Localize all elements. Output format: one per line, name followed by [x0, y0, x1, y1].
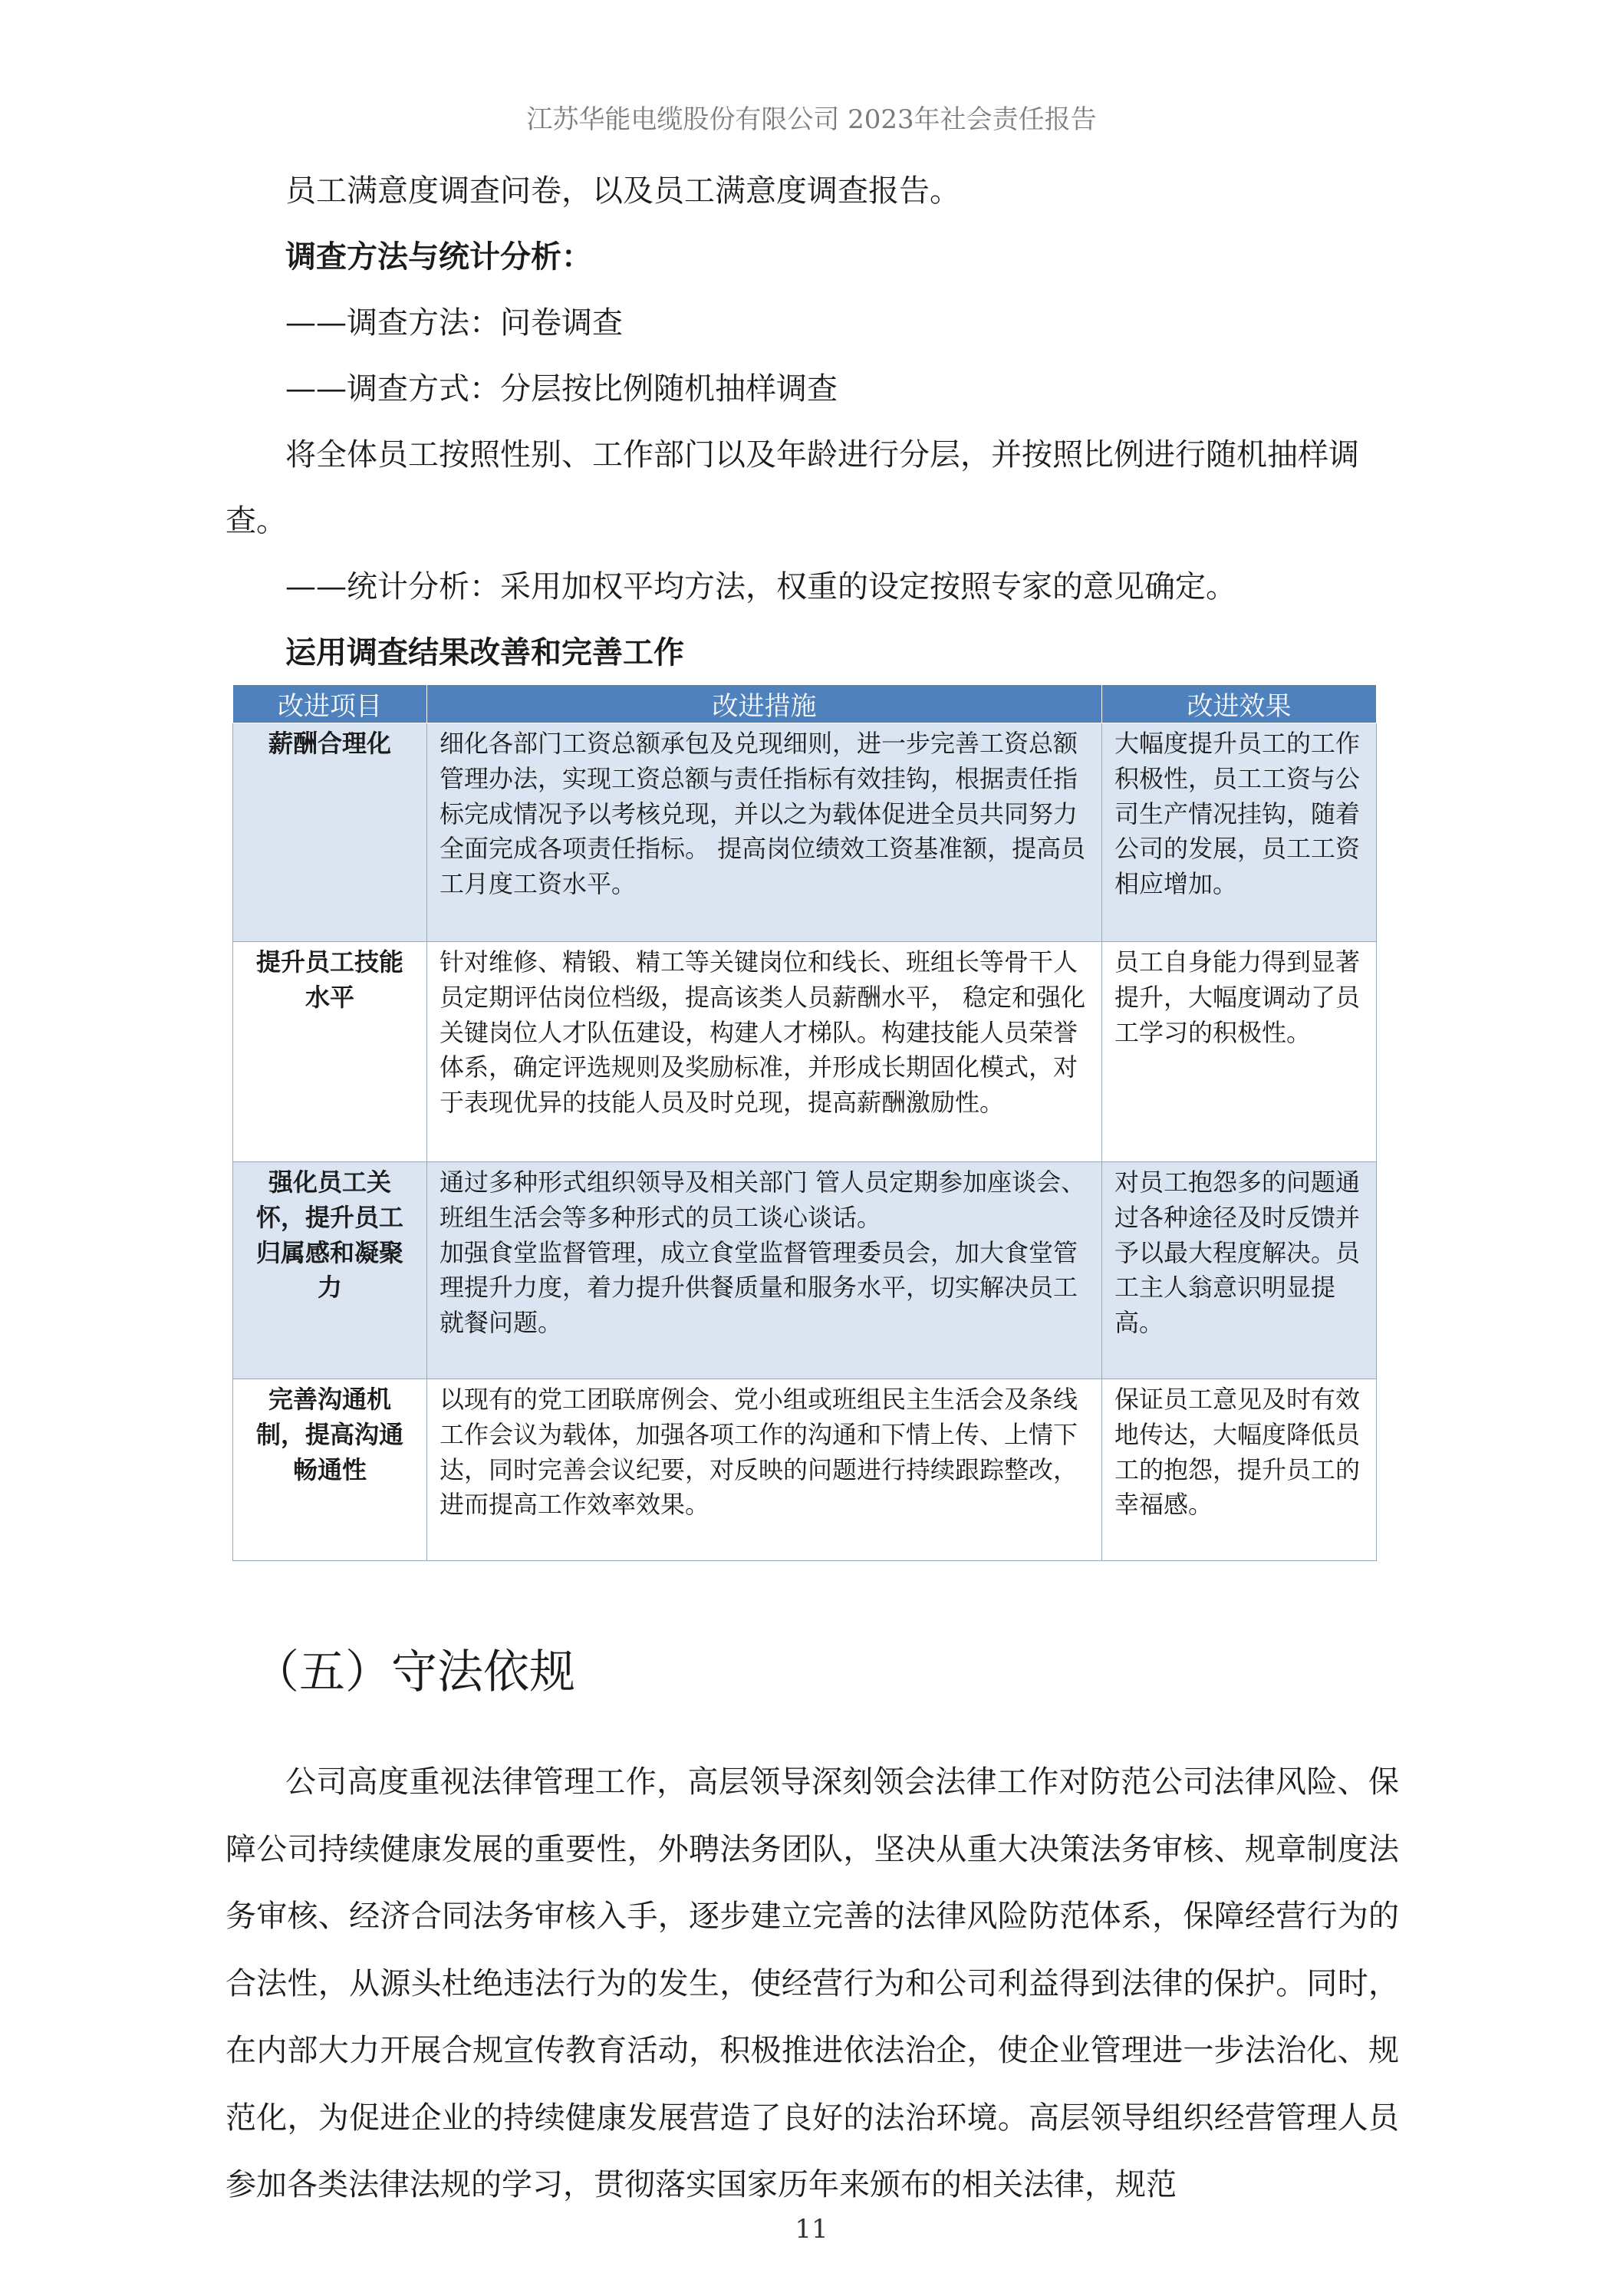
- row-measures: 通过多种形式组织领导及相关部门 管人员定期参加座谈会、班组生活会等多种形式的员工谈心谈话。 加强食堂监督管理，成立食堂监督管理委员会，加大食堂管理提升力度，着力提升供餐质量和服务水平，切实解决员工就餐问题。: [427, 1162, 1102, 1379]
- section-title: （五）守法依规: [253, 1645, 575, 1699]
- row-item: 提升员工技能水平: [233, 942, 427, 1162]
- row-item: 薪酬合理化: [233, 723, 427, 942]
- intro-line: 员工满意度调查问卷，以及员工满意度调查报告。: [285, 173, 960, 209]
- row-measures: 细化各部门工资总额承包及兑现细则，进一步完善工资总额管理办法，实现工资总额与责任指标有效挂钩，根据责任指标完成情况予以考核兑现，并以之为载体促进全员共同努力全面完成各项责任指标。 提高岗位绩效工资基准额，提高员工月度工资水平。: [427, 723, 1102, 942]
- row-measures: 以现有的党工团联席例会、党小组或班组民主生活会及条线工作会议为载体，加强各项工作的沟通和下情上传、上情下达，同时完善会议纪要，对反映的问题进行持续跟踪整改，进而提高工作效率效果。: [427, 1379, 1102, 1561]
- row-effect: 保证员工意见及时有效地传达，大幅度降低员工的抱怨，提升员工的幸福感。: [1102, 1379, 1377, 1561]
- improvement-table: [232, 684, 1377, 1561]
- row-effect: 员工自身能力得到显著提升，大幅度调动了员工学习的积极性。: [1102, 942, 1377, 1162]
- method-line-2: ——调查方式：分层按比例随机抽样调查: [285, 371, 838, 407]
- body-paragraph: 公司高度重视法律管理工作，高层领导深刻领会法律工作对防范公司法律风险、保障公司持续健康发展的重要性，外聘法务团队，坚决从重大决策法务审核、规章制度法务审核、经济合同法务审核入手，逐步建立完善的法律风险防范体系，保障经营行为的合法性，从源头杜绝违法行为的发生，使经营行为和公司利益得到法律的保护。同时，在内部大力开展合规宣传教育活动，积极推进依法治企，使企业管理进一步法治化、规范化，为促进企业的持续健康发展营造了良好的法治环境。高层领导组织经营管理人员参加各类法律法规的学习，贯彻落实国家历年来颁布的相关法律，规范: [226, 1764, 1399, 2202]
- table-row: [233, 1162, 1377, 1379]
- table-row: [233, 723, 1377, 942]
- row-item: 强化员工关怀，提升员工归属感和凝聚力: [233, 1162, 427, 1379]
- row-measures: 针对维修、精锻、精工等关键岗位和线长、班组长等骨干人员定期评估岗位档级，提高该类人员薪酬水平， 稳定和强化关键岗位人才队伍建设，构建人才梯队。构建技能人员荣誉体系，确定评选规则及奖励标准，并形成长期固化模式，对于表现优异的技能人员及时兑现，提高薪酬激励性。: [427, 942, 1102, 1162]
- table-row: [233, 942, 1377, 1162]
- page-header: 江苏华能电缆股份有限公司 2023年社会责任报告: [526, 104, 1097, 135]
- header-item: 改进项目: [233, 685, 427, 723]
- header-effect: 改进效果: [1102, 685, 1377, 723]
- row-effect: 大幅度提升员工的工作积极性，员工工资与公司生产情况挂钩，随着公司的发展，员工工资相应增加。: [1102, 723, 1377, 942]
- sampling-paragraph: 将全体员工按照性别、工作部门以及年龄进行分层，并按照比例进行随机抽样调查。: [226, 437, 1359, 539]
- page-number: 11: [795, 2214, 828, 2245]
- row-effect: 对员工抱怨多的问题通过各种途径及时反馈并予以最大程度解决。员工主人翁意识明显提高。: [1102, 1162, 1377, 1379]
- table-row: [233, 1379, 1377, 1561]
- method-heading: 调查方法与统计分析：: [285, 239, 592, 275]
- table-heading: 运用调查结果改善和完善工作: [285, 634, 684, 670]
- row-item: 完善沟通机制，提高沟通畅通性: [233, 1379, 427, 1561]
- header-measures: 改进措施: [427, 685, 1102, 723]
- table-header-row: [233, 685, 1377, 723]
- stat-line: ——统计分析：采用加权平均方法，权重的设定按照专家的意见确定。: [285, 569, 1236, 604]
- method-line-1: ——调查方法：问卷调查: [285, 305, 623, 341]
